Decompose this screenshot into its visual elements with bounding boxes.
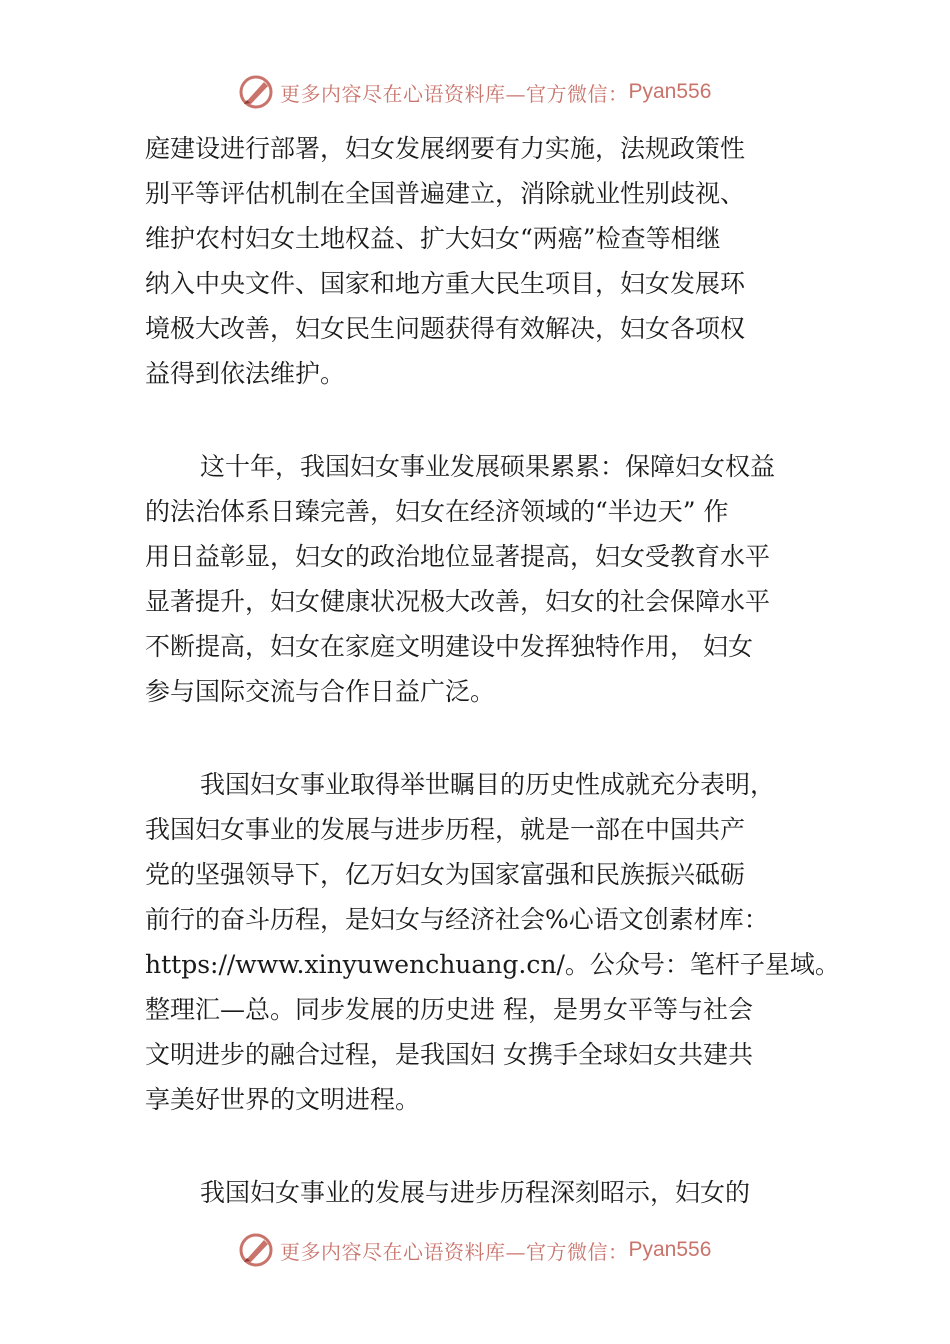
text-line: 益得到依法维护。 xyxy=(145,359,346,388)
text-line: https://www.xinyuwenchuang.cn/。公众号：笔杆子星域。 xyxy=(145,950,840,979)
footer-banner-text: 更多内容尽在心语资料库—官方微信： xyxy=(280,1239,629,1264)
text-line: 用日益彰显，妇女的政治地位显著提高，妇女受教育水平 xyxy=(145,542,771,571)
text-line: 的法治体系日臻完善，妇女在经济领域的“半边天” 作 xyxy=(145,497,729,526)
paragraph xyxy=(145,762,845,1122)
text-line: 别平等评估机制在全国普遍建立，消除就业性别歧视、 xyxy=(145,179,746,208)
document-body xyxy=(145,126,845,1263)
text-line: 庭建设进行部署，妇女发展纲要有力实施，法规政策性 xyxy=(145,134,746,163)
header-banner xyxy=(238,72,758,112)
text-line: 文明进步的融合过程，是我国妇 女携手全球妇女共建共 xyxy=(145,1040,753,1069)
footer-banner xyxy=(238,1230,758,1270)
text-line: 维护农村妇女土地权益、扩大妇女“两癌”检查等相继 xyxy=(145,224,721,253)
text-line: 享美好世界的文明进程。 xyxy=(145,1085,421,1114)
text-line: 显著提升，妇女健康状况极大改善，妇女的社会保障水平 xyxy=(145,587,771,616)
paragraph xyxy=(145,126,845,396)
text-line: 不断提高，妇女在家庭文明建设中发挥独特作用， 妇女 xyxy=(145,632,753,661)
text-line: 党的坚强领导下，亿万妇女为国家富强和民族振兴砥砺 xyxy=(145,860,746,889)
text-line: 前行的奋斗历程，是妇女与经济社会%心语文创素材库： xyxy=(145,905,769,934)
text-line: 参与国际交流与合作日益广泛。 xyxy=(145,677,496,706)
pen-logo-icon xyxy=(238,74,274,110)
text-line: 整理汇—总。同步发展的历史进 程，是男女平等与社会 xyxy=(145,995,753,1024)
header-wechat-id: Pyan556 xyxy=(628,80,712,103)
text-line: 我国妇女事业的发展与进步历程深刻昭示，妇女的 xyxy=(200,1178,751,1207)
pen-logo-icon xyxy=(238,1232,274,1268)
text-line: 这十年，我国妇女事业发展硕果累累：保障妇女权益 xyxy=(200,452,776,481)
paragraph xyxy=(145,1170,845,1215)
footer-wechat-id: Pyan556 xyxy=(628,1238,712,1261)
text-line: 境极大改善，妇女民生问题获得有效解决，妇女各项权 xyxy=(145,314,746,343)
text-line: 我国妇女事业的发展与进步历程，就是一部在中国共产 xyxy=(145,815,746,844)
header-banner-text: 更多内容尽在心语资料库—官方微信： xyxy=(280,81,629,106)
text-line: 我国妇女事业取得举世瞩目的历史性成就充分表明， xyxy=(200,770,776,799)
paragraph xyxy=(145,444,845,714)
text-line: 纳入中央文件、国家和地方重大民生项目，妇女发展环 xyxy=(145,269,746,298)
